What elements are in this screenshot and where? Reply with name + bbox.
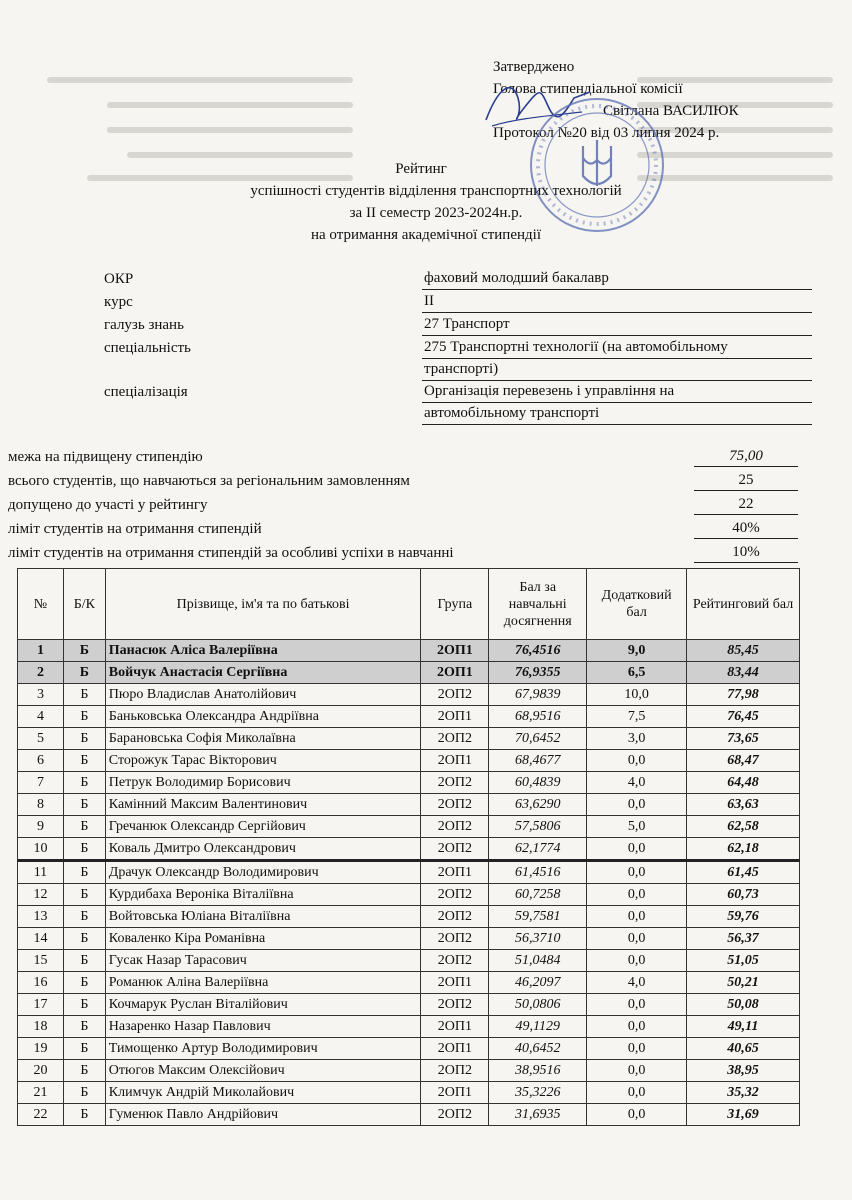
header-name: Прізвище, ім'я та по батькові (105, 569, 421, 640)
limit-value: 10% (694, 542, 798, 563)
info-value-line: фаховий молодший бакалавр (422, 268, 812, 290)
limit-row (8, 467, 798, 491)
cell-bk: Б (63, 1082, 105, 1104)
cell-bk: Б (63, 928, 105, 950)
cell-bonus: 0,0 (587, 1016, 687, 1038)
cell-name: Гуменюк Павло Андрійович (105, 1104, 421, 1126)
cell-bonus: 0,0 (587, 1038, 687, 1060)
cell-num: 10 (18, 838, 64, 861)
info-value-line: автомобільному транспорті (422, 403, 812, 425)
cell-group: 2ОП2 (421, 772, 489, 794)
cell-name: Гусак Назар Тарасович (105, 950, 421, 972)
table-row (18, 706, 800, 728)
cell-group: 2ОП2 (421, 1104, 489, 1126)
cell-bk: Б (63, 1038, 105, 1060)
table-row (18, 794, 800, 816)
table-row (18, 1060, 800, 1082)
cell-score: 60,4839 (489, 772, 587, 794)
cell-bonus: 0,0 (587, 950, 687, 972)
cell-score: 76,9355 (489, 662, 587, 684)
info-value (422, 268, 812, 291)
title-semester: за II семестр 2023-2024н.р. (349, 205, 523, 221)
cell-total: 50,21 (687, 972, 800, 994)
cell-total: 59,76 (687, 906, 800, 928)
cell-bk: Б (63, 1060, 105, 1082)
title-subject: успішності студентів відділення транспортних технологій (250, 183, 622, 199)
cell-num: 3 (18, 684, 64, 706)
cell-name: Кочмарук Руслан Віталійович (105, 994, 421, 1016)
cell-total: 62,58 (687, 816, 800, 838)
cell-group: 2ОП1 (421, 861, 489, 884)
cell-group: 2ОП2 (421, 816, 489, 838)
commission-head-label: Голова стипендіальної комісії (493, 81, 683, 97)
cell-group: 2ОП1 (421, 972, 489, 994)
cell-group: 2ОП2 (421, 906, 489, 928)
cell-score: 51,0484 (489, 950, 587, 972)
cell-bonus: 0,0 (587, 750, 687, 772)
cell-score: 68,9516 (489, 706, 587, 728)
info-label: галузь знань (104, 317, 184, 333)
header-group: Група (421, 569, 489, 640)
cell-name: Петрук Володимир Борисович (105, 772, 421, 794)
table-row (18, 816, 800, 838)
info-value (422, 291, 812, 314)
cell-bonus: 6,5 (587, 662, 687, 684)
cell-score: 59,7581 (489, 906, 587, 928)
info-value-line: Організація перевезень і управління на (422, 381, 812, 403)
cell-name: Курдибаха Вероніка Віталіївна (105, 884, 421, 906)
cell-name: Войчук Анастасія Сергіївна (105, 662, 421, 684)
cell-total: 50,08 (687, 994, 800, 1016)
cell-num: 5 (18, 728, 64, 750)
cell-bk: Б (63, 772, 105, 794)
cell-name: Гречанюк Олександр Сергійович (105, 816, 421, 838)
cell-name: Коваль Дмитро Олександрович (105, 838, 421, 861)
cell-name: Пюро Владислав Анатолійович (105, 684, 421, 706)
table-row (18, 906, 800, 928)
limit-value: 75,00 (694, 446, 798, 467)
cell-num: 6 (18, 750, 64, 772)
cell-group: 2ОП2 (421, 684, 489, 706)
cell-bk: Б (63, 838, 105, 861)
table-row (18, 728, 800, 750)
limit-row (8, 443, 798, 467)
cell-bk: Б (63, 1016, 105, 1038)
cell-name: Тимощенко Артур Володимирович (105, 1038, 421, 1060)
cell-score: 68,4677 (489, 750, 587, 772)
cell-num: 7 (18, 772, 64, 794)
limit-row (8, 491, 798, 515)
info-value-line: II (422, 291, 812, 313)
cell-bonus: 4,0 (587, 772, 687, 794)
cell-score: 61,4516 (489, 861, 587, 884)
cell-group: 2ОП2 (421, 884, 489, 906)
limit-value: 25 (694, 470, 798, 491)
cell-score: 76,4516 (489, 640, 587, 662)
scholarship-limits (8, 443, 798, 563)
cell-total: 68,47 (687, 750, 800, 772)
info-row-specialty (104, 337, 812, 381)
cell-bonus: 4,0 (587, 972, 687, 994)
table-row (18, 861, 800, 884)
cell-group: 2ОП2 (421, 728, 489, 750)
cell-total: 49,11 (687, 1016, 800, 1038)
limit-label: всього студентів, що навчаються за регіональним замовленням (8, 473, 410, 489)
limit-row (8, 515, 798, 539)
cell-bonus: 0,0 (587, 838, 687, 861)
limit-value: 40% (694, 518, 798, 539)
cell-num: 9 (18, 816, 64, 838)
cell-bk: Б (63, 728, 105, 750)
limit-value: 22 (694, 494, 798, 515)
cell-total: 61,45 (687, 861, 800, 884)
cell-bonus: 9,0 (587, 640, 687, 662)
cell-total: 85,45 (687, 640, 800, 662)
cell-total: 35,32 (687, 1082, 800, 1104)
rating-table-body (18, 640, 800, 1126)
table-row (18, 684, 800, 706)
cell-bonus: 0,0 (587, 794, 687, 816)
info-row-specialization (104, 381, 812, 425)
cell-bonus: 0,0 (587, 884, 687, 906)
title-rating: Рейтинг (395, 161, 447, 177)
cell-total: 73,65 (687, 728, 800, 750)
table-row (18, 750, 800, 772)
cell-num: 14 (18, 928, 64, 950)
cell-total: 76,45 (687, 706, 800, 728)
cell-name: Отюгов Максим Олексійович (105, 1060, 421, 1082)
cell-name: Барановська Софія Миколаївна (105, 728, 421, 750)
cell-num: 16 (18, 972, 64, 994)
cell-name: Сторожук Тарас Вікторович (105, 750, 421, 772)
limit-row (8, 539, 798, 563)
cell-score: 56,3710 (489, 928, 587, 950)
limit-label: межа на підвищену стипендію (8, 449, 203, 465)
cell-name: Драчук Олександр Володимирович (105, 861, 421, 884)
cell-num: 2 (18, 662, 64, 684)
cell-num: 15 (18, 950, 64, 972)
cell-bonus: 0,0 (587, 861, 687, 884)
limit-label: ліміт студентів на отримання стипендій за особливі успіхи в навчанні (8, 545, 454, 561)
cell-score: 35,3226 (489, 1082, 587, 1104)
info-value (422, 314, 812, 337)
cell-num: 13 (18, 906, 64, 928)
cell-group: 2ОП2 (421, 1060, 489, 1082)
cell-num: 12 (18, 884, 64, 906)
cell-name: Войтовська Юліана Віталіївна (105, 906, 421, 928)
cell-bonus: 0,0 (587, 928, 687, 950)
table-row (18, 928, 800, 950)
table-row (18, 1038, 800, 1060)
cell-total: 77,98 (687, 684, 800, 706)
cell-bk: Б (63, 994, 105, 1016)
cell-group: 2ОП2 (421, 838, 489, 861)
cell-group: 2ОП2 (421, 950, 489, 972)
cell-score: 40,6452 (489, 1038, 587, 1060)
cell-bonus: 0,0 (587, 1104, 687, 1126)
cell-score: 62,1774 (489, 838, 587, 861)
cell-group: 2ОП1 (421, 1038, 489, 1060)
cell-bonus: 0,0 (587, 1082, 687, 1104)
cell-bonus: 0,0 (587, 1060, 687, 1082)
cell-bonus: 7,5 (587, 706, 687, 728)
cell-total: 62,18 (687, 838, 800, 861)
cell-bk: Б (63, 750, 105, 772)
cell-group: 2ОП1 (421, 662, 489, 684)
signer-name: Світлана ВАСИЛЮК (603, 103, 739, 119)
cell-name: Климчук Андрій Миколайович (105, 1082, 421, 1104)
cell-bonus: 10,0 (587, 684, 687, 706)
cell-group: 2ОП1 (421, 640, 489, 662)
cell-name: Баньковська Олександра Андріївна (105, 706, 421, 728)
table-row (18, 1104, 800, 1126)
cell-num: 22 (18, 1104, 64, 1126)
table-header-row (18, 569, 800, 640)
cell-name: Назаренко Назар Павлович (105, 1016, 421, 1038)
cell-group: 2ОП2 (421, 928, 489, 950)
cell-score: 46,2097 (489, 972, 587, 994)
cell-bonus: 3,0 (587, 728, 687, 750)
cell-num: 4 (18, 706, 64, 728)
limit-label: ліміт студентів на отримання стипендій (8, 521, 262, 537)
cell-bk: Б (63, 816, 105, 838)
limit-label: допущено до участі у рейтингу (8, 497, 208, 513)
approved-label: Затверджено (493, 59, 575, 75)
info-row-field (104, 314, 812, 337)
cell-bk: Б (63, 972, 105, 994)
cell-num: 20 (18, 1060, 64, 1082)
cell-group: 2ОП1 (421, 706, 489, 728)
cell-name: Романюк Аліна Валеріївна (105, 972, 421, 994)
cell-total: 83,44 (687, 662, 800, 684)
header-num: № (18, 569, 64, 640)
info-value-line: 275 Транспортні технології (на автомобільному (422, 337, 812, 359)
cell-num: 1 (18, 640, 64, 662)
cell-score: 70,6452 (489, 728, 587, 750)
cell-total: 38,95 (687, 1060, 800, 1082)
protocol-line: Протокол №20 від 03 липня 2024 р. (493, 125, 720, 141)
cell-score: 60,7258 (489, 884, 587, 906)
cell-num: 21 (18, 1082, 64, 1104)
cell-bk: Б (63, 906, 105, 928)
cell-num: 19 (18, 1038, 64, 1060)
rating-table (17, 568, 800, 1126)
cell-bk: Б (63, 794, 105, 816)
table-row (18, 950, 800, 972)
cell-num: 11 (18, 861, 64, 884)
cell-total: 51,05 (687, 950, 800, 972)
table-row (18, 1082, 800, 1104)
info-label: ОКР (104, 271, 134, 287)
cell-num: 18 (18, 1016, 64, 1038)
header-total: Рейтинговий бал (687, 569, 800, 640)
info-value-line: 27 Транспорт (422, 314, 812, 336)
cell-bk: Б (63, 884, 105, 906)
document-title-block (0, 158, 852, 246)
table-row (18, 838, 800, 861)
cell-total: 56,37 (687, 928, 800, 950)
cell-bonus: 0,0 (587, 994, 687, 1016)
cell-group: 2ОП1 (421, 1016, 489, 1038)
header-score: Бал за навчальні досягнення (489, 569, 587, 640)
info-value (422, 381, 812, 425)
title-purpose: на отримання академічної стипендії (311, 227, 541, 243)
info-label: спеціальність (104, 340, 191, 356)
info-label: спеціалізація (104, 384, 188, 400)
cell-name: Панасюк Аліса Валеріївна (105, 640, 421, 662)
cell-bk: Б (63, 640, 105, 662)
cell-total: 40,65 (687, 1038, 800, 1060)
cell-total: 60,73 (687, 884, 800, 906)
cell-score: 31,6935 (489, 1104, 587, 1126)
cell-bk: Б (63, 662, 105, 684)
table-row (18, 994, 800, 1016)
cell-bonus: 0,0 (587, 906, 687, 928)
cell-num: 17 (18, 994, 64, 1016)
cell-bk: Б (63, 684, 105, 706)
info-value (422, 337, 812, 381)
cell-name: Коваленко Кіра Романівна (105, 928, 421, 950)
cell-score: 38,9516 (489, 1060, 587, 1082)
table-row (18, 1016, 800, 1038)
cell-total: 64,48 (687, 772, 800, 794)
cell-bk: Б (63, 706, 105, 728)
table-row (18, 972, 800, 994)
info-row-course (104, 291, 812, 314)
cell-bk: Б (63, 1104, 105, 1126)
cell-group: 2ОП1 (421, 1082, 489, 1104)
cell-score: 67,9839 (489, 684, 587, 706)
cell-group: 2ОП2 (421, 994, 489, 1016)
table-row (18, 884, 800, 906)
header-bonus: Додатковий бал (587, 569, 687, 640)
cell-name: Камінний Максим Валентинович (105, 794, 421, 816)
cell-group: 2ОП1 (421, 750, 489, 772)
info-row-okr (104, 268, 812, 291)
cell-total: 31,69 (687, 1104, 800, 1126)
table-row (18, 772, 800, 794)
cell-score: 49,1129 (489, 1016, 587, 1038)
cell-group: 2ОП2 (421, 794, 489, 816)
cell-bk: Б (63, 861, 105, 884)
table-row (18, 640, 800, 662)
cell-score: 50,0806 (489, 994, 587, 1016)
cell-num: 8 (18, 794, 64, 816)
info-value-line: транспорті) (422, 359, 812, 381)
info-label: курс (104, 294, 133, 310)
cell-bk: Б (63, 950, 105, 972)
cell-score: 57,5806 (489, 816, 587, 838)
header-bk: Б/К (63, 569, 105, 640)
cell-bonus: 5,0 (587, 816, 687, 838)
cell-total: 63,63 (687, 794, 800, 816)
cell-score: 63,6290 (489, 794, 587, 816)
table-row (18, 662, 800, 684)
program-info (104, 268, 812, 425)
